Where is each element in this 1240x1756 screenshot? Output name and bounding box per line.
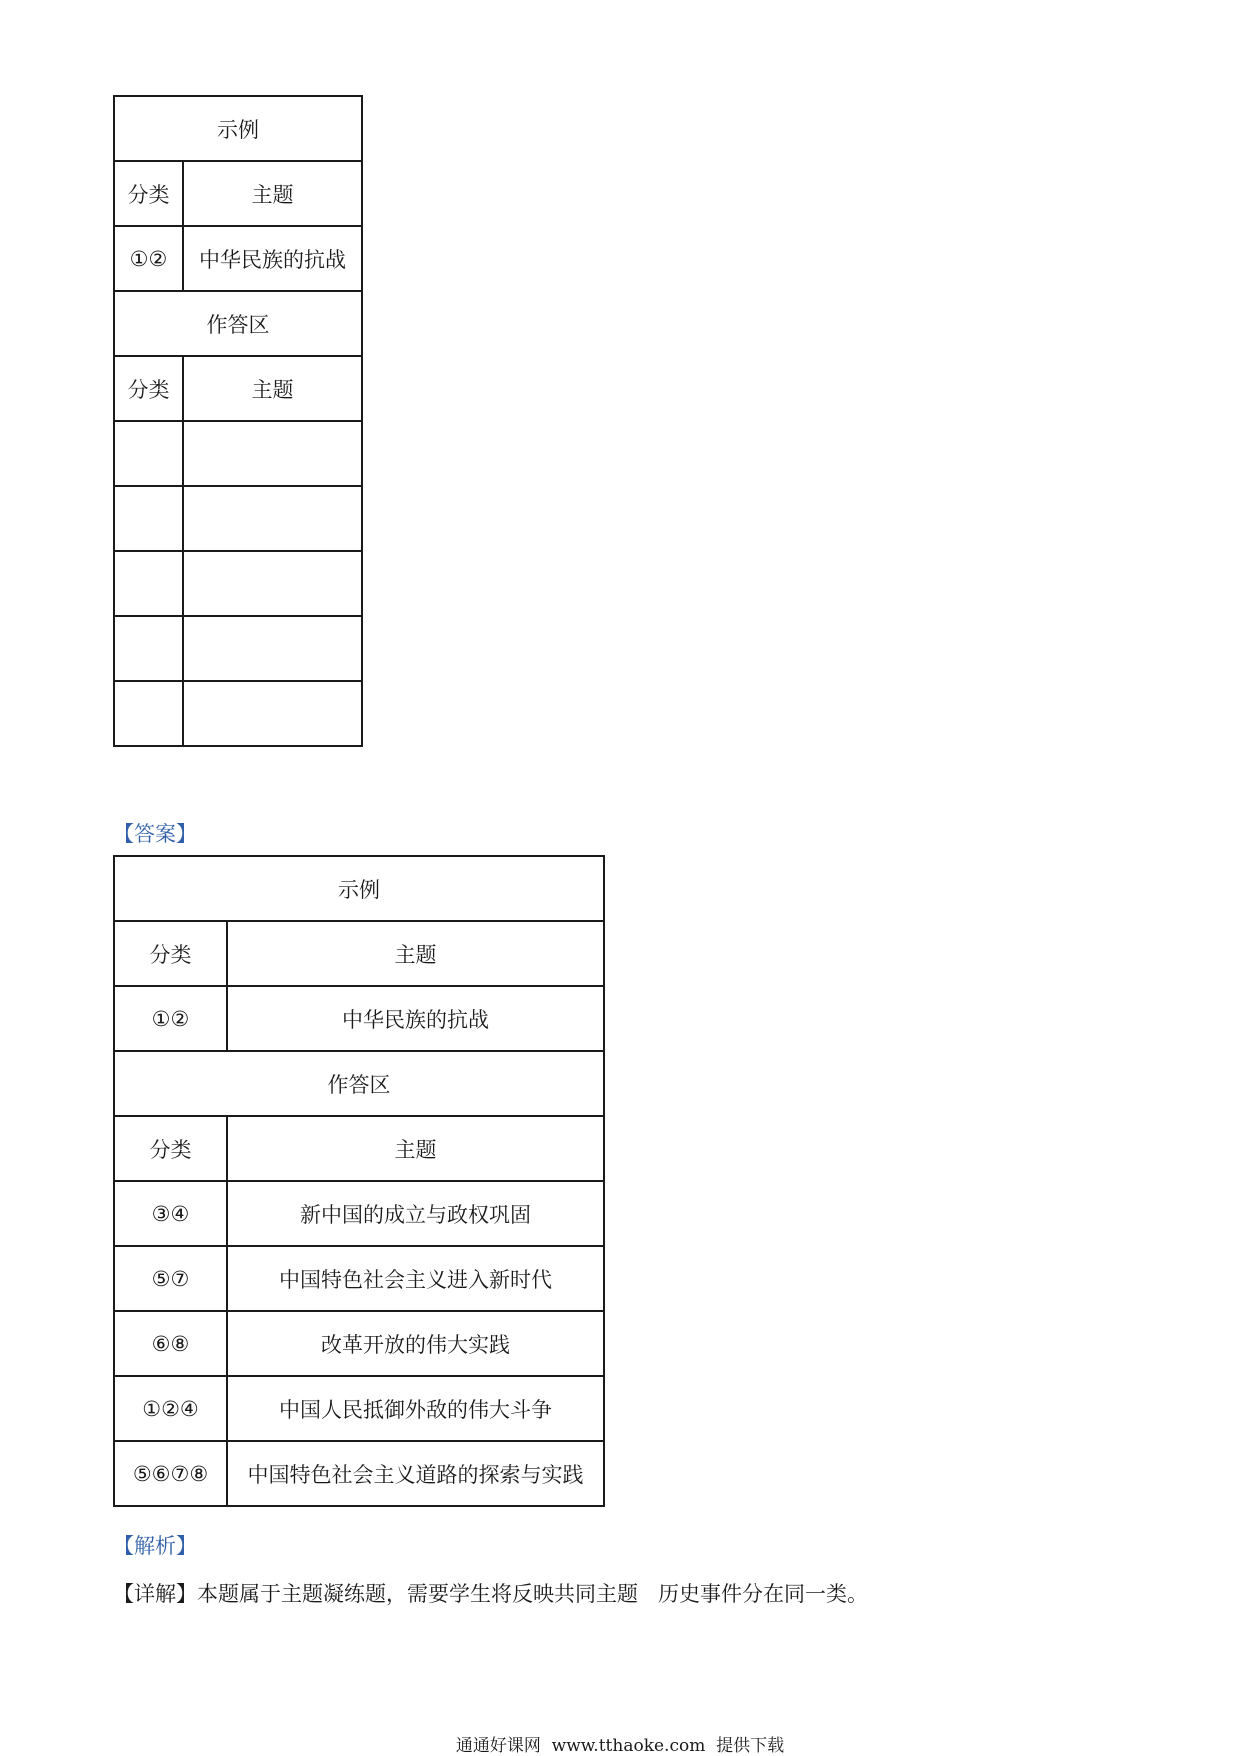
column-header-category: 分类 [114,1116,227,1181]
blank-category-cell[interactable] [114,616,183,681]
example-category-cell: ①② [114,986,227,1051]
blank-row [114,616,362,681]
page-footer: 通通好课网 www.tthaoke.com 提供下载 [455,1736,785,1756]
answer-theme-cell: 中国特色社会主义道路的探索与实践 [227,1441,604,1506]
column-header-category: 分类 [114,356,183,421]
example-header: 示例 [114,856,604,921]
example-row [114,226,362,291]
blank-row [114,486,362,551]
column-header-theme: 主题 [183,356,362,421]
answer-row [114,1376,604,1441]
answer-row [114,1311,604,1376]
answer-label: 【答案】 [113,822,197,846]
blank-category-cell[interactable] [114,486,183,551]
column-header-theme: 主题 [227,921,604,986]
blank-category-cell[interactable] [114,551,183,616]
answer-row [114,1441,604,1506]
answer-theme-cell: 改革开放的伟大实践 [227,1311,604,1376]
example-header: 示例 [114,96,362,161]
answer-theme-cell: 中国特色社会主义进入新时代 [227,1246,604,1311]
detail-tag: 【详解】 [113,1582,197,1606]
blank-theme-cell[interactable] [183,681,362,746]
example-theme-cell: 中华民族的抗战 [183,226,362,291]
example-row [114,986,604,1051]
answer-theme-cell: 中国人民抵御外敌的伟大斗争 [227,1376,604,1441]
blank-theme-cell[interactable] [183,616,362,681]
detail-paragraph [113,1578,868,1608]
blank-row [114,421,362,486]
blank-category-cell[interactable] [114,681,183,746]
question-table [113,95,363,747]
blank-row [114,551,362,616]
detail-text: 本题属于主题凝练题，需要学生将反映共同主题 历史事件分在同一类。 [197,1582,869,1606]
blank-theme-cell[interactable] [183,486,362,551]
blank-category-cell[interactable] [114,421,183,486]
blank-theme-cell[interactable] [183,421,362,486]
example-category-cell: ①② [114,226,183,291]
answer-category-cell: ⑤⑥⑦⑧ [114,1441,227,1506]
column-header-category: 分类 [114,921,227,986]
answer-row [114,1181,604,1246]
answer-category-cell: ①②④ [114,1376,227,1441]
column-header-theme: 主题 [183,161,362,226]
answer-category-cell: ⑥⑧ [114,1311,227,1376]
example-theme-cell: 中华民族的抗战 [227,986,604,1051]
column-header-category: 分类 [114,161,183,226]
column-header-theme: 主题 [227,1116,604,1181]
answer-row [114,1246,604,1311]
answer-area-header: 作答区 [114,1051,604,1116]
analysis-label: 【解析】 [113,1534,197,1558]
blank-row [114,681,362,746]
blank-theme-cell[interactable] [183,551,362,616]
answer-category-cell: ⑤⑦ [114,1246,227,1311]
answer-area-header: 作答区 [114,291,362,356]
answer-category-cell: ③④ [114,1181,227,1246]
answer-theme-cell: 新中国的成立与政权巩固 [227,1181,604,1246]
answer-table [113,855,605,1507]
